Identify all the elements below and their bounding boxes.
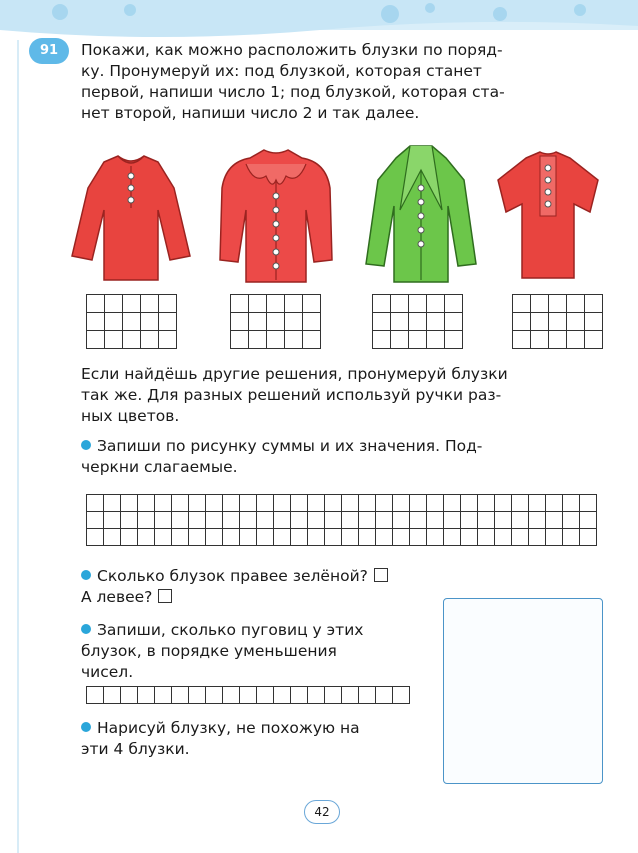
grid-cell[interactable] — [410, 529, 427, 546]
grid-cell[interactable] — [529, 495, 546, 512]
task-sums-line: черкни слагаемые. — [81, 458, 238, 476]
grid-cell[interactable] — [546, 529, 563, 546]
task-draw-line: Нарисуй блузку, не похожую на — [97, 719, 360, 737]
grid-cell[interactable] — [308, 529, 325, 546]
intro-line: ку. Пронумеруй их: под блузкой, которая станет — [81, 62, 482, 80]
grid-cell[interactable] — [376, 495, 393, 512]
grid-cell[interactable] — [427, 512, 444, 529]
grid-cell[interactable] — [257, 687, 274, 704]
grid-cell[interactable] — [546, 512, 563, 529]
task-buttons-text — [81, 620, 421, 683]
grid-cell[interactable] — [240, 495, 257, 512]
grid-cell[interactable] — [104, 495, 121, 512]
task-draw-text — [81, 718, 421, 760]
grid-cell[interactable] — [155, 687, 172, 704]
grid-cell[interactable] — [325, 495, 342, 512]
grid-cell[interactable] — [427, 495, 444, 512]
grid-cell[interactable] — [461, 512, 478, 529]
grid-cell[interactable] — [104, 687, 121, 704]
grid-cell[interactable] — [478, 529, 495, 546]
grid-cell[interactable] — [138, 529, 155, 546]
grid-cell[interactable] — [393, 512, 410, 529]
task-sums-line: Запиши по рисунку суммы и их значения. Под- — [97, 437, 483, 455]
task-buttons-line: блузок, в порядке уменьшения — [81, 642, 337, 660]
answer-box-right[interactable] — [374, 568, 388, 582]
grid-cell[interactable] — [512, 529, 529, 546]
grid-cell[interactable] — [121, 529, 138, 546]
grid-cell[interactable] — [393, 495, 410, 512]
grid-cell[interactable] — [393, 687, 410, 704]
intro-line: нет второй, напиши число 2 и так далее. — [81, 104, 420, 122]
grid-cell[interactable] — [121, 495, 138, 512]
grid-cell[interactable] — [563, 495, 580, 512]
grid-cell[interactable] — [461, 529, 478, 546]
question-right-text: Сколько блузок правее зелёной? — [97, 567, 368, 585]
grid-cell[interactable] — [138, 687, 155, 704]
page-number: 42 — [304, 800, 340, 824]
grid-cell[interactable] — [274, 512, 291, 529]
grid-cell[interactable] — [155, 512, 172, 529]
hint-line: так же. Для разных решений используй ручки раз- — [81, 386, 502, 404]
grid-cell[interactable] — [495, 529, 512, 546]
grid-cell[interactable] — [172, 495, 189, 512]
answer-box-left[interactable] — [158, 589, 172, 603]
grid-cell[interactable] — [563, 512, 580, 529]
bullet-icon — [81, 624, 91, 634]
grid-cell[interactable] — [410, 512, 427, 529]
hint-line: Если найдёшь другие решения, пронумеруй блузки — [81, 365, 508, 383]
answer-grid-blouse-3[interactable] — [372, 294, 463, 349]
grid-cell[interactable] — [342, 687, 359, 704]
sums-answer-grid[interactable] — [86, 494, 608, 546]
bullet-icon — [81, 440, 91, 450]
grid-cell[interactable] — [444, 495, 461, 512]
grid-cell[interactable] — [223, 529, 240, 546]
grid-cell[interactable] — [376, 529, 393, 546]
red-blouse-short-sleeve-icon — [490, 146, 606, 286]
task-buttons-line: Запиши, сколько пуговиц у этих — [97, 621, 364, 639]
grid-cell[interactable] — [376, 687, 393, 704]
grid-cell[interactable] — [291, 495, 308, 512]
grid-cell[interactable] — [240, 512, 257, 529]
grid-cell[interactable] — [529, 512, 546, 529]
grid-cell[interactable] — [376, 512, 393, 529]
answer-grid-blouse-1[interactable] — [86, 294, 177, 349]
bullet-icon — [81, 722, 91, 732]
green-blouse-icon — [356, 140, 486, 290]
intro-text — [81, 40, 601, 124]
bullet-icon — [81, 570, 91, 580]
grid-cell[interactable] — [172, 529, 189, 546]
grid-cell[interactable] — [393, 529, 410, 546]
grid-cell[interactable] — [342, 529, 359, 546]
grid-cell[interactable] — [563, 529, 580, 546]
grid-cell[interactable] — [580, 495, 597, 512]
grid-cell[interactable] — [223, 687, 240, 704]
grid-cell[interactable] — [546, 495, 563, 512]
grid-cell[interactable] — [138, 512, 155, 529]
grid-cell[interactable] — [461, 495, 478, 512]
grid-cell[interactable] — [274, 495, 291, 512]
grid-cell[interactable] — [291, 529, 308, 546]
answer-grid-blouse-2[interactable] — [230, 294, 321, 349]
grid-cell[interactable] — [359, 529, 376, 546]
grid-cell[interactable] — [172, 512, 189, 529]
grid-cell[interactable] — [342, 512, 359, 529]
grid-cell[interactable] — [512, 495, 529, 512]
grid-cell[interactable] — [274, 687, 291, 704]
grid-cell[interactable] — [444, 529, 461, 546]
drawing-area[interactable] — [443, 598, 603, 784]
buttons-answer-grid[interactable] — [86, 686, 420, 706]
grid-cell[interactable] — [495, 512, 512, 529]
answer-grid-blouse-4[interactable] — [512, 294, 603, 349]
grid-cell[interactable] — [359, 512, 376, 529]
grid-cell[interactable] — [206, 687, 223, 704]
grid-cell[interactable] — [223, 512, 240, 529]
grid-cell[interactable] — [104, 512, 121, 529]
grid-cell[interactable] — [529, 529, 546, 546]
grid-cell[interactable] — [121, 687, 138, 704]
grid-cell[interactable] — [478, 512, 495, 529]
grid-cell[interactable] — [291, 687, 308, 704]
grid-cell[interactable] — [138, 495, 155, 512]
task-draw-line: эти 4 блузки. — [81, 740, 190, 758]
grid-cell[interactable] — [206, 495, 223, 512]
grid-cell[interactable] — [189, 495, 206, 512]
grid-cell[interactable] — [580, 512, 597, 529]
grid-cell[interactable] — [155, 529, 172, 546]
question-left-text: А левее? — [81, 588, 153, 606]
question-block — [81, 566, 461, 608]
grid-cell[interactable] — [274, 529, 291, 546]
grid-cell[interactable] — [359, 495, 376, 512]
grid-cell[interactable] — [189, 512, 206, 529]
grid-cell[interactable] — [257, 512, 274, 529]
grid-cell[interactable] — [189, 687, 206, 704]
grid-cell[interactable] — [444, 512, 461, 529]
grid-cell[interactable] — [291, 512, 308, 529]
hint-text — [81, 364, 601, 427]
exercise-number-badge: 91 — [29, 38, 69, 64]
intro-line: первой, напиши число 1; под блузкой, которая ста- — [81, 83, 505, 101]
grid-cell[interactable] — [223, 495, 240, 512]
grid-cell[interactable] — [359, 687, 376, 704]
grid-cell[interactable] — [580, 529, 597, 546]
grid-cell[interactable] — [87, 687, 104, 704]
red-blouse-long-sleeve-icon — [66, 148, 196, 290]
grid-cell[interactable] — [189, 529, 206, 546]
grid-cell[interactable] — [427, 529, 444, 546]
task-buttons-line: чисел. — [81, 663, 134, 681]
grid-cell[interactable] — [325, 529, 342, 546]
grid-cell[interactable] — [206, 512, 223, 529]
grid-cell[interactable] — [308, 512, 325, 529]
grid-cell[interactable] — [257, 495, 274, 512]
grid-cell[interactable] — [342, 495, 359, 512]
grid-cell[interactable] — [308, 495, 325, 512]
grid-cell[interactable] — [257, 529, 274, 546]
red-blouse-puff-sleeve-icon — [206, 140, 346, 290]
grid-cell[interactable] — [478, 495, 495, 512]
grid-cell[interactable] — [240, 687, 257, 704]
grid-cell[interactable] — [87, 529, 104, 546]
grid-cell[interactable] — [206, 529, 223, 546]
grid-cell[interactable] — [325, 687, 342, 704]
intro-line: Покажи, как можно расположить блузки по поряд- — [81, 41, 503, 59]
grid-cell[interactable] — [104, 529, 121, 546]
grid-cell[interactable] — [512, 512, 529, 529]
grid-cell[interactable] — [87, 512, 104, 529]
grid-cell[interactable] — [172, 687, 189, 704]
grid-cell[interactable] — [87, 495, 104, 512]
grid-cell[interactable] — [495, 495, 512, 512]
task-sums-text — [81, 436, 601, 478]
grid-cell[interactable] — [308, 687, 325, 704]
grid-cell[interactable] — [155, 495, 172, 512]
hint-line: ных цветов. — [81, 407, 180, 425]
grid-cell[interactable] — [121, 512, 138, 529]
grid-cell[interactable] — [410, 495, 427, 512]
grid-cell[interactable] — [325, 512, 342, 529]
grid-cell[interactable] — [240, 529, 257, 546]
